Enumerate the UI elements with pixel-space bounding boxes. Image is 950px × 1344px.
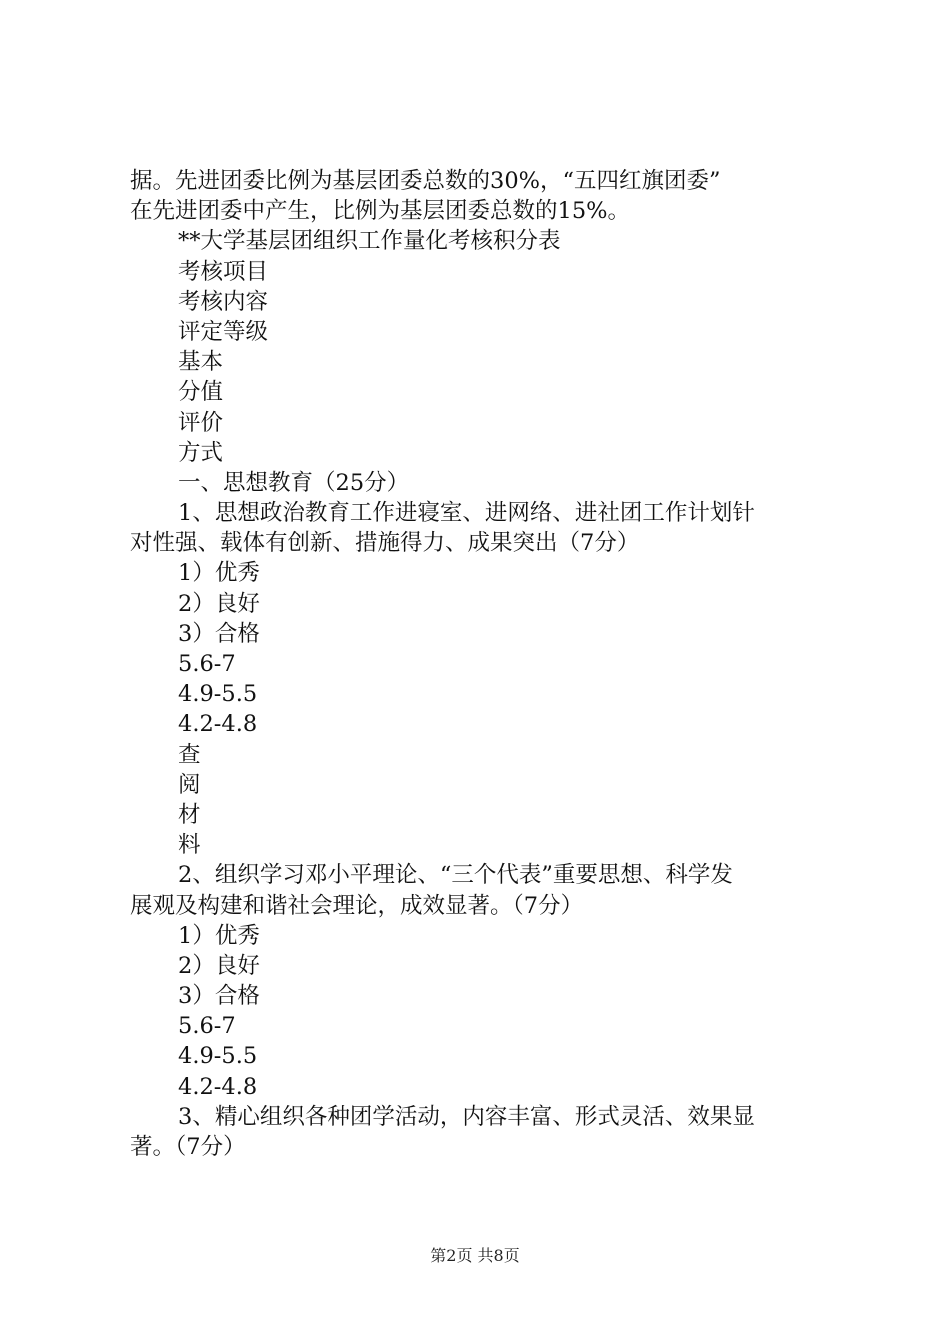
text-line: 1）优秀 [178,922,260,949]
text-line: 1、思想政治教育工作进寝室、进网络、进社团工作计划针 [178,500,755,527]
text-line: 5.6-7 [178,651,236,677]
text-line: 方式 [178,439,224,466]
text-line: 在先进团委中产生，比例为基层团委总数的15%。 [130,198,631,225]
text-line: 对性强、载体有创新、措施得力、成果突出（7分） [130,530,640,557]
text-line: 5.6-7 [178,1013,236,1040]
text-line: 考核项目 [178,258,269,285]
text-line: 4.9-5.5 [178,1043,258,1070]
text-line: 评定等级 [178,318,269,345]
text-line: 查 [178,741,201,768]
text-line: 著。（7分） [130,1134,246,1160]
text-line: 2、组织学习邓小平理论、“三个代表”重要思想、科学发 [178,862,733,889]
text-line: 材 [178,801,201,828]
text-line: 分值 [178,379,224,406]
text-line: 3）合格 [178,620,260,647]
text-line: 展观及构建和谐社会理论，成效显著。（7分） [130,892,584,919]
text-line: 评价 [178,409,224,436]
page-footer: 第2页 共8页 [430,1246,520,1265]
text-line: 基本 [178,349,224,376]
text-line: 据。先进团委比例为基层团委总数的30%，“五四红旗团委” [130,168,721,194]
text-line: 阅 [178,771,201,798]
text-line: 2）良好 [178,590,260,617]
text-line: 2）良好 [178,952,260,979]
text-line: 3、精心组织各种团学活动，内容丰富、形式灵活、效果显 [178,1103,755,1130]
text-line: 4.9-5.5 [178,681,258,708]
text-line: **大学基层团组织工作量化考核积分表 [178,228,561,255]
text-line: 料 [178,832,201,859]
text-line: 4.2-4.8 [178,711,258,738]
document-body [130,166,832,1162]
text-line: 1）优秀 [178,560,260,587]
text-line: 3）合格 [178,983,260,1010]
text-line: 一、思想教育（25分） [178,469,410,496]
text-line: 考核内容 [178,288,269,315]
text-line: 4.2-4.8 [178,1073,258,1100]
